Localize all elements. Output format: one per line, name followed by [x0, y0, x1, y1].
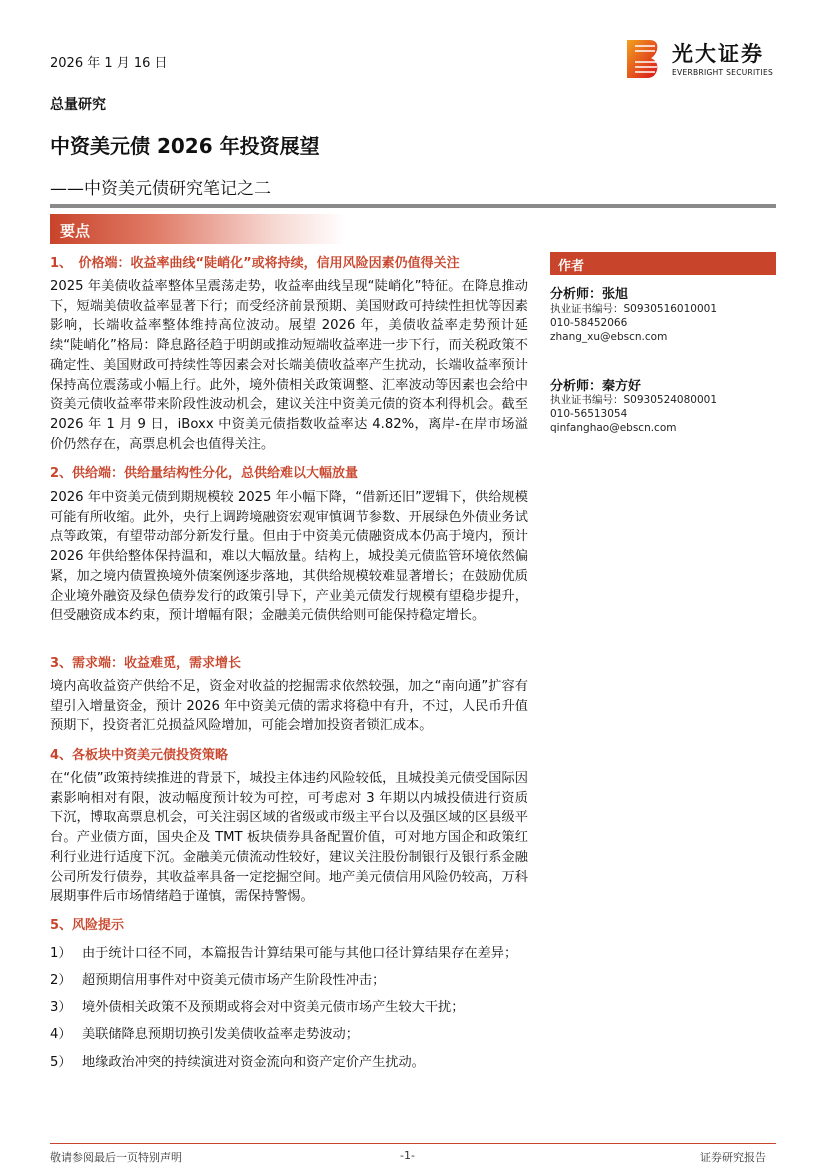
company-logo: [625, 38, 785, 82]
analyst-name: 分析师：张旭: [550, 287, 629, 302]
page-subtitle: ——中资美元债研究笔记之二: [50, 179, 271, 199]
page-number: -1-: [400, 1149, 415, 1162]
analyst-email: qinfanghao@ebscn.com: [550, 422, 677, 434]
footer-disclaimer: 敬请参阅最后一页特别声明: [50, 1151, 182, 1164]
section-body: 在“化债”政策持续推进的背景下，城投主体违约风险较低，且城投美元债受国际因素影响相对有限，波动幅度预计较为可控，可考虑对 3 年期以内城投债进行资质下沉，博取高票息机会，可关注弱区域的省级或市级主平台以及强区域的区县级平台。产业债方面，国央企及 TMT 板块债券具备配置价值，可对地方国企和政策红利行业进行适度下沉。金融美元债流动性较好，建议关注股份制银行及银行系金融公司所发行债券，其收益率具备一定挖掘空间。地产美元债信用风险仍较高，万科展期事件后市场情绪趋于谨慎，需保持警惕。: [50, 771, 528, 905]
section-heading: 4、各板块中资美元债投资策略: [50, 748, 229, 763]
section-body: 境内高收益资产供给不足，资金对收益的挖掘需求依然较强，加之“南向通”扩容有望引入增量资金，预计 2026 年中资美元债的需求将稳中有升，不过，人民币升值预期下，投资者汇兑损益风险增加，可能会增加投资者锁汇成本。: [50, 679, 528, 734]
logo-mark-icon: [625, 38, 661, 80]
authors-banner: [550, 252, 776, 275]
page-title: 中资美元债 2026 年投资展望: [50, 134, 320, 158]
key-points-banner: [50, 214, 346, 244]
analyst-info: 执业证书编号：S0930516010001 010-58452066 zhang_xu@ebscn.com: [550, 303, 718, 343]
section-body: 2026 年中资美元债到期规模较 2025 年小幅下降，“借新还旧”逻辑下，供给规模可能有所收缩。此外，央行上调跨境融资宏观审慎调节参数、开展绿色外债业务试点等政策，有望带动部分新发行量。但由于中资美元债融资成本仍高于境内，预计 2026 年供给整体保持温和，难以大幅放量。结构上，城投美元债监管环境依然偏紧，加之境内债置换境外债案例逐步落地，其供给规模较难显著增长；在鼓励优质企业境外融资及绿色债券发行的政策引导下，产业美元债发行规模有望稳步提升，但受融资成本约束，预计增幅有限；金融美元债供给则可能保持稳定增长。: [50, 490, 528, 624]
report-date: 2026 年 1 月 16 日: [50, 56, 168, 71]
section-body: 2025 年美债收益率整体呈震荡走势，收益率曲线呈现“陡峭化”特征。在降息推动下，短端美债收益率显著下行；而受经济前景预期、美国财政可持续性担忧等因素影响，长端收益率整体维持高位波动。展望 2026 年，美债收益率走势预计延续“陡峭化”格局：降息路径趋于明朗或推动短端收益率进一步下行，而关税政策不确定性、美国财政可持续性等因素会对长端美债收益率产生扰动，长端收益率预计保持高位震荡或小幅上行。此外，境外债相关政策调整、汇率波动等因素也会给中资美元债收益率带来阶段性波动机会，建议关注中资美元债的资本利得机会。截至 2026 年 1 月 9 日，iBoxx 中资美元债指数收益率达 4.82%，离岸-在岸市场溢价仍然存在，高票息机会也值得关注。: [50, 279, 528, 452]
logo-name-cn: 光大证券: [672, 42, 764, 66]
risk-item: 2） 超预期信用事件对中资美元债市场产生阶段性冲击；: [50, 973, 386, 988]
report-category: 总量研究: [50, 97, 106, 113]
logo-name-en: EVERBRIGHT SECURITIES: [672, 68, 774, 77]
title-divider: [50, 204, 776, 208]
authors-label: 作者: [558, 259, 585, 274]
footer-report-type: 证券研究报告: [700, 1151, 766, 1164]
section-heading: 2、供给端：供给量结构性分化，总供给难以大幅放量: [50, 466, 359, 481]
risk-item: 4） 美联储降息预期切换引发美债收益率走势波动；: [50, 1027, 359, 1042]
section-heading: 3、需求端：收益难觅，需求增长: [50, 656, 242, 671]
analyst-name: 分析师：秦方好: [550, 379, 642, 394]
footer-divider: [50, 1143, 776, 1144]
section-heading: 1、 价格端：收益率曲线“陡峭化”或将持续，信用风险因素仍值得关注: [50, 256, 460, 271]
analyst-info: 执业证书编号：S0930524080001 010-56513054 qinfanghao@ebscn.com: [550, 394, 718, 434]
analyst-email: zhang_xu@ebscn.com: [550, 331, 668, 343]
risk-item: 5） 地缘政治冲突的持续演进对资金流向和资产定价产生扰动。: [50, 1055, 425, 1070]
key-points-label: 要点: [60, 222, 91, 240]
risk-item: 3） 境外债相关政策不及预期或将会对中资美元债市场产生较大干扰；: [50, 1000, 465, 1015]
section-heading: 5、风险提示: [50, 918, 125, 933]
risk-item: 1） 由于统计口径不同，本篇报告计算结果可能与其他口径计算结果存在差异；: [50, 946, 518, 961]
